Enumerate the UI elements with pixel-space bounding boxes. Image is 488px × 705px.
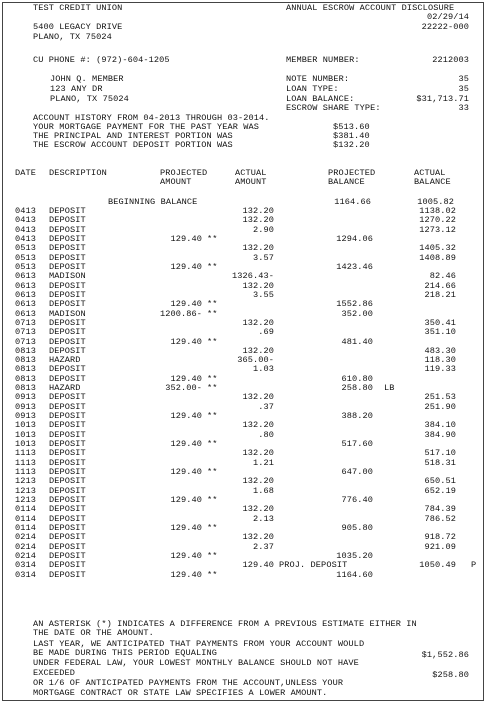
row-date: 0114	[15, 513, 37, 524]
row-date: 0613	[15, 271, 37, 282]
row-date: 0913	[15, 401, 37, 412]
row-description: DEPOSIT	[49, 457, 86, 468]
row-change-marker: **	[207, 411, 218, 421]
escrow-disclosure-document	[2, 2, 484, 701]
escrow-share-type: 33	[458, 103, 469, 113]
row-description: DEPOSIT	[49, 429, 86, 440]
mortgage-payment-value: $513.60	[333, 122, 370, 132]
anticipated-payments-value: $1,552.86	[421, 650, 469, 660]
row-projected-balance: 481.40	[341, 336, 373, 347]
row-projected-balance: 1035.20	[336, 550, 373, 561]
escrow-deposit-label: THE ESCROW ACCOUNT DEPOSIT PORTION WAS	[33, 140, 233, 150]
row-date: 0314	[15, 560, 37, 571]
row-actual-balance: 251.53	[424, 392, 456, 403]
row-date: 1213	[15, 476, 37, 487]
member-name: JOHN Q. MEMBER	[50, 74, 124, 84]
row-date: 0214	[15, 541, 37, 552]
row-change-marker: **	[207, 299, 218, 310]
row-change-marker: **	[207, 569, 218, 580]
row-actual-amount: 1.68	[252, 485, 274, 496]
row-description: MADISON	[49, 271, 86, 282]
row-projected-amount: 129.40	[170, 439, 202, 449]
row-description: DEPOSIT	[49, 439, 86, 449]
document-title: ANNUAL ESCROW ACCOUNT DISCLOSURE	[286, 3, 455, 13]
row-description: DEPOSIT	[49, 289, 86, 300]
row-actual-balance: 1273.12	[419, 224, 456, 235]
row-date: 0314	[15, 569, 37, 580]
row-actual-amount: 1.21	[252, 457, 274, 468]
row-actual-amount: 129.40	[242, 560, 274, 571]
row-date: 0913	[15, 411, 37, 421]
row-actual-amount: 365.00-	[237, 355, 274, 366]
row-actual-amount: 132.20	[242, 420, 274, 431]
row-actual-amount: 132.20	[242, 392, 274, 403]
row-trailing-flag: P	[471, 560, 477, 571]
row-actual-amount: 132.20	[242, 280, 274, 291]
row-change-marker: **	[207, 373, 218, 384]
statement-date: 02/29/14	[426, 12, 469, 22]
row-actual-balance: 784.39	[424, 504, 456, 515]
row-actual-amount: 2.13	[252, 513, 274, 524]
row-date: 1113	[15, 467, 37, 477]
col-projected-balance-header-2: BALANCE	[328, 177, 365, 187]
row-projected-balance: PROJ. DEPOSIT	[279, 560, 348, 571]
row-projected-balance: 610.80	[341, 373, 373, 384]
row-projected-balance: 352.00	[341, 308, 373, 319]
row-projected-amount: 352.00-	[165, 383, 202, 394]
beginning-projected-balance: 1164.66	[334, 197, 371, 207]
row-description: DEPOSIT	[49, 401, 86, 412]
row-actual-amount: 1326.43-	[231, 271, 274, 282]
row-projected-amount: 1200.86-	[159, 308, 202, 319]
asterisk-note-line2: THE DATE OR THE AMOUNT.	[33, 628, 154, 638]
col-projected-amount-header-2: AMOUNT	[160, 177, 192, 187]
row-change-marker: **	[207, 261, 218, 272]
row-description: DEPOSIT	[49, 224, 86, 235]
row-actual-amount: .80	[258, 429, 274, 440]
row-projected-amount: 129.40	[170, 336, 202, 347]
row-description: DEPOSIT	[49, 392, 86, 403]
row-actual-amount: 132.20	[242, 206, 274, 216]
row-actual-amount: 3.57	[252, 252, 274, 263]
row-description: DEPOSIT	[49, 420, 86, 431]
principal-interest-label: THE PRINCIPAL AND INTEREST PORTION WAS	[33, 131, 233, 141]
row-date: 1013	[15, 439, 37, 449]
contract-note-line1: OR 1/6 OF ANTICIPATED PAYMENTS FROM THE ACCOUNT,UNLESS YOUR	[33, 678, 344, 688]
row-date: 0813	[15, 364, 37, 375]
row-projected-balance: 1552.86	[336, 299, 373, 310]
row-date: 0913	[15, 392, 37, 403]
table-row	[3, 300, 485, 309]
row-date: 0214	[15, 550, 37, 561]
row-change-marker: **	[207, 439, 218, 449]
member-city: PLANO, TX 75024	[50, 94, 129, 104]
row-projected-amount: 129.40	[170, 522, 202, 533]
row-description: MADISON	[49, 308, 86, 319]
row-change-marker: **	[207, 550, 218, 561]
row-actual-balance: 1138.02	[419, 206, 456, 216]
row-change-marker: **	[207, 234, 218, 244]
row-description: DEPOSIT	[49, 513, 86, 524]
row-description: DEPOSIT	[49, 215, 86, 226]
bank-address-line1: 5400 LEGACY DRIVE	[33, 22, 123, 32]
row-description: DEPOSIT	[49, 261, 86, 272]
row-projected-amount: 129.40	[170, 494, 202, 505]
col-actual-balance-header-2: BALANCE	[414, 177, 451, 187]
row-projected-balance: 258.80	[341, 383, 373, 394]
note-number: 35	[458, 74, 469, 84]
col-date-header: DATE	[15, 168, 37, 178]
row-actual-balance: 82.46	[429, 271, 456, 282]
row-actual-balance: 118.30	[424, 355, 456, 366]
loan-type: 35	[458, 84, 469, 94]
row-date: 1213	[15, 494, 37, 505]
row-projected-balance: 1164.60	[336, 569, 373, 580]
row-date: 0813	[15, 345, 37, 356]
col-actual-balance-header-1: ACTUAL	[414, 168, 446, 178]
loan-type-label: LOAN TYPE:	[286, 84, 339, 94]
row-actual-amount: 132.20	[242, 532, 274, 543]
row-date: 0413	[15, 215, 37, 226]
row-actual-balance: 1405.32	[419, 243, 456, 254]
row-date: 0413	[15, 224, 37, 235]
anticipated-note-line1: LAST YEAR, WE ANTICIPATED THAT PAYMENTS FROM YOUR ACCOUNT WOULD	[33, 639, 365, 649]
note-number-label: NOTE NUMBER:	[286, 74, 350, 84]
row-actual-balance: 786.52	[424, 513, 456, 524]
table-row	[3, 505, 485, 514]
row-change-marker: **	[207, 336, 218, 347]
table-row	[3, 244, 485, 253]
row-actual-amount: 132.20	[242, 476, 274, 487]
table-row	[3, 533, 485, 542]
row-actual-amount: 132.20	[242, 243, 274, 254]
col-actual-amount-header-2: AMOUNT	[235, 177, 267, 187]
row-actual-balance: 214.66	[424, 280, 456, 291]
row-projected-amount: 129.40	[170, 299, 202, 310]
row-actual-amount: .69	[258, 327, 274, 338]
row-description: DEPOSIT	[49, 327, 86, 338]
row-actual-balance: 1050.49	[419, 560, 456, 571]
table-row	[3, 328, 485, 337]
row-description: DEPOSIT	[49, 252, 86, 263]
loan-balance: $31,713.71	[416, 94, 469, 104]
row-description: DEPOSIT	[49, 504, 86, 515]
row-date: 0613	[15, 299, 37, 310]
row-projected-balance: 647.00	[341, 467, 373, 477]
row-actual-balance: 517.10	[424, 448, 456, 459]
row-actual-balance: 518.31	[424, 457, 456, 468]
row-actual-amount: 1.03	[252, 364, 274, 375]
reference-number: 22222-000	[421, 22, 469, 32]
row-description: DEPOSIT	[49, 448, 86, 459]
row-description: DEPOSIT	[49, 336, 86, 347]
row-change-marker: **	[207, 494, 218, 505]
row-projected-amount: 129.40	[170, 411, 202, 421]
row-description: DEPOSIT	[49, 485, 86, 496]
cu-phone: CU PHONE #: (972)-604-1205	[33, 55, 170, 65]
row-actual-amount: 132.20	[242, 345, 274, 356]
row-change-marker: **	[207, 522, 218, 533]
row-description: DEPOSIT	[49, 364, 86, 375]
row-description: DEPOSIT	[49, 522, 86, 533]
row-date: 0813	[15, 355, 37, 366]
row-actual-balance: 921.09	[424, 541, 456, 552]
row-projected-balance: 1294.06	[336, 234, 373, 244]
escrow-deposit-value: $132.20	[333, 140, 370, 150]
row-description: DEPOSIT	[49, 476, 86, 487]
beginning-balance-label: BEGINNING BALANCE	[108, 197, 198, 207]
row-projected-amount: 129.40	[170, 550, 202, 561]
row-description: DEPOSIT	[49, 299, 86, 310]
row-date: 0613	[15, 289, 37, 300]
row-description: DEPOSIT	[49, 532, 86, 543]
row-actual-balance: 918.72	[424, 532, 456, 543]
col-actual-amount-header-1: ACTUAL	[235, 168, 267, 178]
escrow-share-type-label: ESCROW SHARE TYPE:	[286, 103, 381, 113]
row-projected-balance: 776.40	[341, 494, 373, 505]
col-projected-balance-header-1: PROJECTED	[328, 168, 376, 178]
row-date: 0813	[15, 383, 37, 394]
row-actual-amount: 2.37	[252, 541, 274, 552]
row-date: 1213	[15, 485, 37, 496]
row-date: 0114	[15, 522, 37, 533]
col-projected-amount-header-1: PROJECTED	[160, 168, 208, 178]
row-description: DEPOSIT	[49, 373, 86, 384]
row-description: DEPOSIT	[49, 569, 86, 580]
anticipated-note-line2: BE MADE DURING THIS PERIOD EQUALING	[33, 648, 217, 658]
row-actual-balance: 251.90	[424, 401, 456, 412]
row-actual-balance: 1408.89	[419, 252, 456, 263]
bank-name: TEST CREDIT UNION	[33, 3, 123, 13]
row-actual-balance: 119.33	[424, 364, 456, 375]
row-description: DEPOSIT	[49, 243, 86, 254]
row-description: DEPOSIT	[49, 411, 86, 421]
row-actual-balance: 1270.22	[419, 215, 456, 226]
row-date: 0813	[15, 373, 37, 384]
asterisk-note-line1: AN ASTERISK (*) INDICATES A DIFFERENCE FROM A PREVIOUS ESTIMATE EITHER IN	[33, 619, 417, 629]
member-number-label: MEMBER NUMBER:	[286, 55, 360, 65]
row-projected-balance: 517.60	[341, 439, 373, 449]
row-projected-amount: 129.40	[170, 373, 202, 384]
row-flag: LB	[384, 383, 395, 394]
bank-address-line2: PLANO, TX 75024	[33, 32, 112, 42]
row-description: DEPOSIT	[49, 550, 86, 561]
row-description: DEPOSIT	[49, 541, 86, 552]
row-date: 0513	[15, 252, 37, 263]
row-actual-amount: 2.90	[252, 224, 274, 235]
row-date: 1013	[15, 429, 37, 440]
row-projected-amount: 129.40	[170, 234, 202, 244]
row-actual-balance: 384.10	[424, 420, 456, 431]
loan-balance-label: LOAN BALANCE:	[286, 94, 355, 104]
row-change-marker: **	[207, 308, 218, 319]
table-row	[3, 272, 485, 281]
row-actual-balance: 218.21	[424, 289, 456, 300]
row-date: 0713	[15, 336, 37, 347]
contract-note-line2: MORTGAGE CONTRACT OR STATE LAW SPECIFIES A LOWER AMOUNT.	[33, 688, 328, 698]
row-description: DEPOSIT	[49, 206, 86, 216]
row-actual-balance: 351.10	[424, 327, 456, 338]
federal-law-note-line1: UNDER FEDERAL LAW, YOUR LOWEST MONTHLY BALANCE SHOULD NOT HAVE	[33, 658, 359, 668]
row-date: 0613	[15, 308, 37, 319]
row-actual-amount: .37	[258, 401, 274, 412]
row-actual-balance: 384.90	[424, 429, 456, 440]
lowest-balance-value: $258.80	[432, 670, 469, 680]
row-projected-balance: 388.20	[341, 411, 373, 421]
row-projected-balance: 1423.46	[336, 261, 373, 272]
row-actual-balance: 350.41	[424, 317, 456, 328]
member-street: 123 ANY DR	[50, 84, 103, 94]
table-row	[3, 561, 485, 570]
row-date: 0513	[15, 243, 37, 254]
row-projected-balance: 905.80	[341, 522, 373, 533]
row-date: 0413	[15, 206, 37, 216]
row-actual-balance: 483.30	[424, 345, 456, 356]
principal-interest-value: $381.40	[333, 131, 370, 141]
row-date: 1113	[15, 457, 37, 468]
row-actual-amount: 132.20	[242, 215, 274, 226]
table-row	[3, 449, 485, 458]
row-change-marker: **	[207, 467, 218, 477]
table-row	[3, 477, 485, 486]
col-description-header: DESCRIPTION	[49, 168, 107, 178]
member-number: 2212003	[432, 55, 469, 65]
row-description: HAZARD	[49, 383, 81, 394]
row-projected-amount: 129.40	[170, 467, 202, 477]
row-date: 0713	[15, 317, 37, 328]
row-date: 0413	[15, 234, 37, 244]
row-description: DEPOSIT	[49, 317, 86, 328]
row-description: DEPOSIT	[49, 345, 86, 356]
row-date: 1013	[15, 420, 37, 431]
row-actual-amount: 132.20	[242, 317, 274, 328]
row-date: 0713	[15, 327, 37, 338]
row-actual-amount: 3.55	[252, 289, 274, 300]
row-description: DEPOSIT	[49, 280, 86, 291]
row-actual-amount: 132.20	[242, 448, 274, 459]
row-actual-amount: 132.20	[242, 504, 274, 515]
row-description: HAZARD	[49, 355, 81, 366]
row-date: 1113	[15, 448, 37, 459]
row-description: DEPOSIT	[49, 467, 86, 477]
row-description: DEPOSIT	[49, 234, 86, 244]
row-actual-balance: 650.51	[424, 476, 456, 487]
history-period: ACCOUNT HISTORY FROM 04-2013 THROUGH 03-2014.	[33, 113, 270, 123]
row-projected-amount: 129.40	[170, 569, 202, 580]
mortgage-payment-label: YOUR MORTGAGE PAYMENT FOR THE PAST YEAR WAS	[33, 122, 260, 132]
federal-law-note-line2: EXCEEDED	[33, 668, 76, 678]
row-date: 0114	[15, 504, 37, 515]
row-change-marker: **	[207, 383, 218, 394]
table-row	[3, 571, 485, 580]
row-projected-amount: 129.40	[170, 261, 202, 272]
row-date: 0214	[15, 532, 37, 543]
row-description: DEPOSIT	[49, 494, 86, 505]
beginning-actual-balance: 1005.82	[417, 197, 454, 207]
table-row	[3, 216, 485, 225]
row-date: 0513	[15, 261, 37, 272]
row-actual-balance: 652.19	[424, 485, 456, 496]
row-date: 0613	[15, 280, 37, 291]
row-description: DEPOSIT	[49, 560, 86, 571]
